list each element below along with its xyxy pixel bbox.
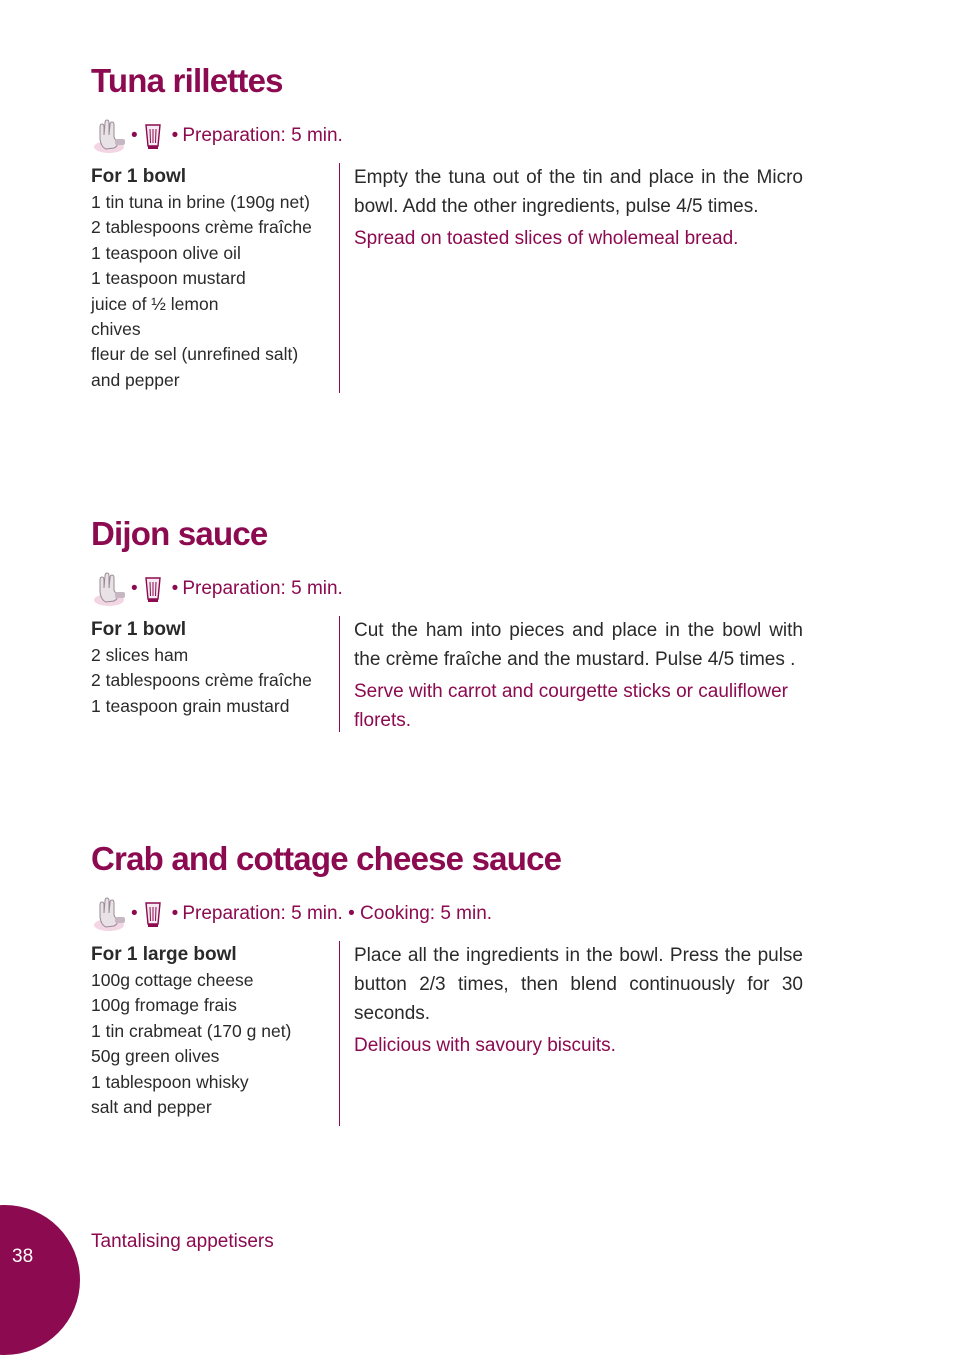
serving-size: For 1 large bowl: [91, 944, 237, 965]
method-text: Cut the ham into pieces and place in the bowl with the crème fraîche and the mustard. Pulse 4/5 times .: [354, 620, 803, 670]
ingredient-item: 2 slices ham: [91, 645, 189, 665]
ingredient-item: and pepper: [91, 369, 180, 390]
serving-size: For 1 bowl: [91, 166, 186, 187]
serving-suggestion: Delicious with savoury biscuits.: [354, 1035, 616, 1056]
ingredients-column: [91, 163, 340, 393]
serving-suggestion: Spread on toasted slices of wholemeal bread.: [354, 228, 739, 249]
ingredients-column: [91, 616, 340, 732]
recipe-meta: • • Preparation: 5 min.: [91, 570, 803, 608]
method-column: [340, 163, 803, 393]
method-column: [340, 616, 803, 732]
ingredient-item: chives: [91, 319, 141, 340]
ingredient-item: 1 teaspoon olive oil: [91, 242, 241, 263]
ingredient-item: 1 tablespoon whisky: [91, 1071, 249, 1092]
ingredient-list: [91, 190, 339, 393]
micro-bowl-icon: [142, 900, 164, 928]
recipe-body: [91, 163, 803, 393]
ingredients-column: [91, 941, 340, 1126]
recipe-meta: • • Preparation: 5 min.: [91, 117, 803, 155]
method-text: Empty the tuna out of the tin and place in the Micro bowl. Add the other ingredients, pulse 4/5 times.: [354, 167, 803, 217]
serving-size: For 1 bowl: [91, 619, 186, 640]
ingredient-item: 100g fromage frais: [91, 995, 237, 1016]
hand-pulse-icon: [91, 117, 127, 155]
ingredient-item: fleur de sel (unrefined salt): [91, 344, 299, 365]
ingredient-item: 1 tin tuna in brine (190g net): [91, 192, 310, 212]
hand-pulse-icon: [91, 895, 127, 933]
micro-bowl-icon: [142, 575, 164, 603]
hand-pulse-icon: [91, 570, 127, 608]
ingredient-item: 1 tin crabmeat (170 g net): [91, 1020, 292, 1041]
preparation-cooking-time: Preparation: 5 min. • Cooking: 5 min.: [182, 903, 493, 924]
ingredient-item: 2 tablespoons crème fraîche: [91, 670, 312, 691]
page-number-tab: [0, 1205, 80, 1355]
recipe-tuna-rillettes: [91, 61, 803, 393]
recipe-dijon-sauce: [91, 514, 803, 732]
ingredient-item: juice of ½ lemon: [91, 293, 219, 314]
recipe-crab-cottage-cheese-sauce: [91, 839, 803, 1126]
recipe-body: [91, 941, 803, 1126]
ingredient-list: [91, 643, 339, 719]
serving-suggestion: Serve with carrot and courgette sticks or cauliflower florets.: [354, 681, 789, 731]
recipe-title: Crab and cottage cheese sauce: [91, 840, 562, 877]
ingredient-item: salt and pepper: [91, 1097, 212, 1118]
preparation-time: Preparation: 5 min.: [182, 125, 343, 146]
ingredient-item: 50g green olives: [91, 1046, 220, 1067]
ingredient-item: 100g cottage cheese: [91, 970, 254, 990]
ingredient-item: 1 teaspoon grain mustard: [91, 695, 290, 716]
page-number: 38: [12, 1246, 34, 1267]
micro-bowl-icon: [142, 122, 164, 150]
preparation-time: Preparation: 5 min.: [182, 578, 343, 599]
ingredient-item: 1 teaspoon mustard: [91, 268, 246, 289]
recipe-title: Tuna rillettes: [91, 62, 283, 99]
ingredient-item: 2 tablespoons crème fraîche: [91, 217, 312, 238]
method-text: Place all the ingredients in the bowl. Press the pulse button 2/3 times, then blend continuously for 30 seconds.: [354, 945, 803, 1024]
ingredient-list: [91, 968, 339, 1120]
recipe-meta: • • Preparation: 5 min. • Cooking: 5 min.: [91, 895, 803, 933]
section-name: Tantalising appetisers: [91, 1231, 274, 1252]
method-column: [340, 941, 803, 1126]
recipe-body: [91, 616, 803, 732]
recipe-title: Dijon sauce: [91, 515, 268, 552]
